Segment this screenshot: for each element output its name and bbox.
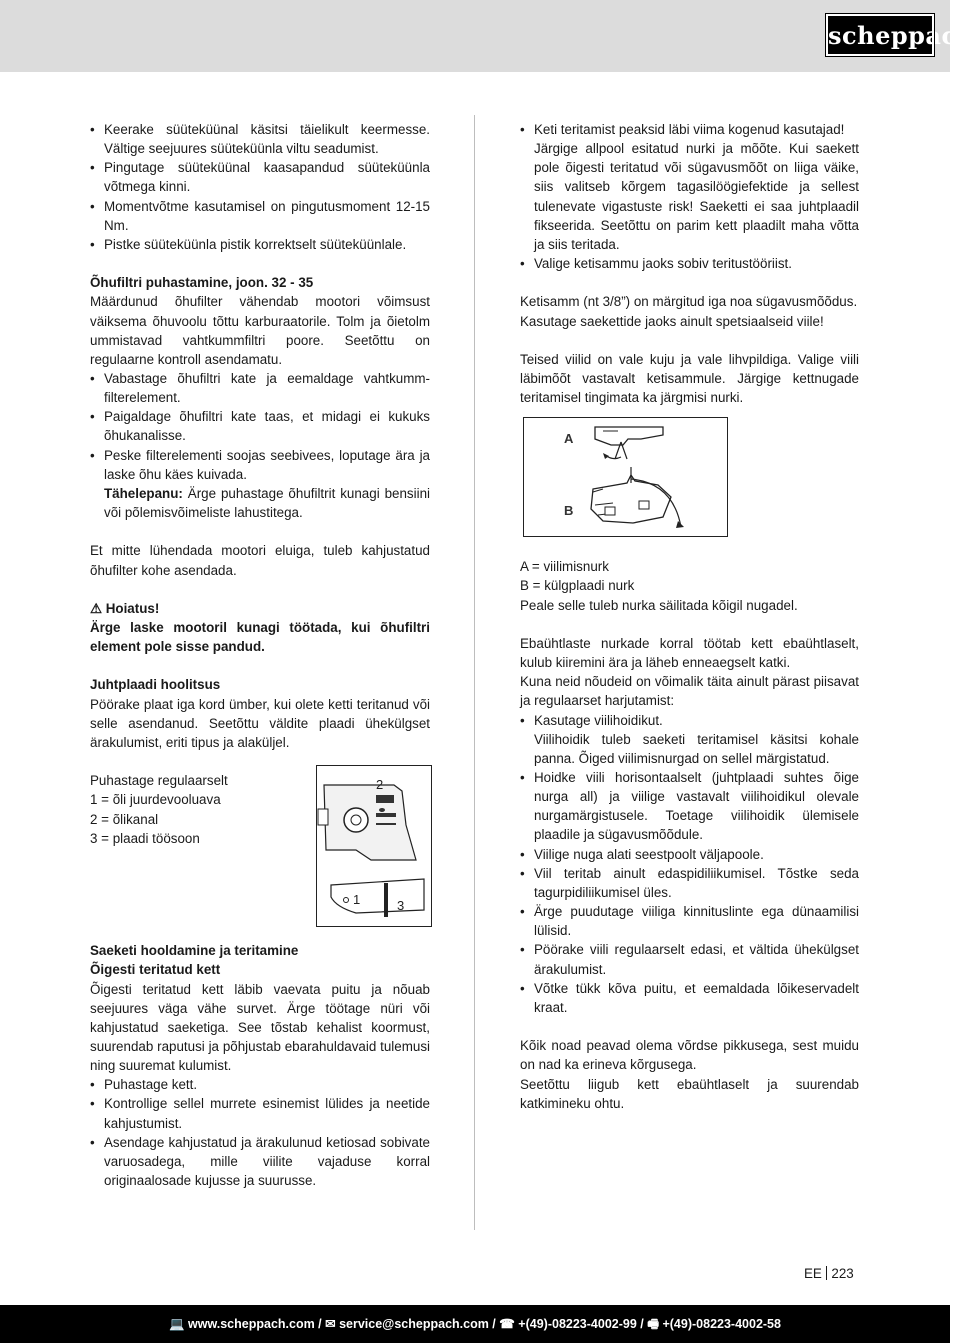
- guide-bar-figure-block: [90, 771, 430, 941]
- section-heading-air-filter: Õhufiltri puhastamine, joon. 32 - 35: [90, 275, 314, 291]
- paragraph: Pöörake plaat iga kord ümber, kui olete ketti teritanud või selle asendanud. Seetõttu väldite plaadi ühekülgset ärakulumist, eriti tipus ja alaküljel.: [90, 696, 430, 750]
- list-item: • Valige ketisammu jaoks sobiv teritustööriist.: [520, 254, 859, 273]
- paragraph: Ketisamm (nt 3/8”) on märgitud iga noa sügavusmõõdus.: [520, 294, 858, 310]
- list-item: • Paigaldage õhufiltri kate taas, et midagi ei kukuks õhukanalisse.: [90, 407, 430, 445]
- paragraph: Kõik noad peavad olema võrdse pikkusega, sest muidu on nad ka erineva kõrgusega.: [520, 1038, 859, 1073]
- legend-b: B = külgplaadi nurk: [520, 578, 635, 594]
- list-item: • Kontrollige sellel murrete esinemist lülides ja neetide kahjustumist.: [90, 1094, 430, 1132]
- page-number-value: 223: [831, 1266, 854, 1281]
- list-item: • Vabastage õhufiltri kate ja eemaldage vahtkumm-filterelement.: [90, 369, 430, 407]
- legend-item-3: 3 = plaadi töösoon: [90, 830, 200, 846]
- legend-item-1: 1 = õli juurdevooluava: [90, 792, 221, 808]
- figure-label-b: B: [564, 503, 574, 519]
- list-item: • Võtke tükk kõva puitu, et eemaldada lõikeservadelt kraat.: [520, 979, 859, 1017]
- column-divider: [474, 115, 475, 1230]
- legend-c: Peale selle tuleb nurka säilitada kõigil nugadel.: [520, 597, 798, 613]
- footer-contact-bar: 💻 www.scheppach.com / ✉ service@scheppach.com / ☎ +(49)-08223-4002-99 / 🖷 +(49)-08223-4002-58: [0, 1305, 950, 1343]
- paragraph: Kuna neid nõudeid on võimalik täita ainult pärast piisavat ja regulaarset harjutamist:: [520, 674, 859, 709]
- paragraph: Õigesti teritatud kett läbib vaevata puitu ja nõuab seejuures väga vähe survet. Ärge töötage nüri või kahjustatud saeketiga. See tõstab kehalist koormust, suurendab raputusi ja põhjustab ebarahuldavaid tulemusi ning suuremat kulumist.: [90, 981, 430, 1074]
- figure-label-a: A: [564, 431, 574, 447]
- paragraph: Määrdunud õhufilter vähendab mootori võimsust väiksema õhuvoolu tõttu karburaatorile. Tolm ja õietolm ummistavad vahtkummfiltri poore. Seetõttu on regulaarne kontroll asendamatu.: [90, 294, 430, 367]
- section-heading-chain: Saeketi hooldamine ja teritamine: [90, 943, 299, 959]
- right-column: [520, 120, 859, 1113]
- section-heading-guide-bar: Juhtplaadi hoolitsus: [90, 677, 221, 693]
- chain-angle-illustration: [523, 417, 728, 537]
- paragraph: Seetõttu liigub kett ebaühtlaselt ja suurendab katkimineku ohtu.: [520, 1076, 859, 1111]
- note: [90, 484, 430, 522]
- guide-bar-illustration: [316, 765, 432, 927]
- figure-label-2: 2: [376, 777, 384, 793]
- note-label: Tähelepanu:: [104, 485, 183, 501]
- list-item: • Keerake süüteküünal käsitsi täielikult keermesse. Vältige seejuures süüteküünla viltu seadumist.: [90, 120, 430, 158]
- paragraph: Ebaühtlaste nurkade korral töötab kett ebaühtlaselt, kulub kiiremini ära ja läheb enneaegselt katki.: [520, 635, 859, 671]
- list-item: • Peske filterelementi soojas seebivees, loputage ära ja laske õhu käes kuivada.: [90, 446, 430, 484]
- page-number: [804, 1266, 854, 1281]
- list-item: • Asendage kahjustatud ja ärakulunud ketiosad sobivate varuosadega, mille viilite vajaduse korral originaalosade kujusse ja suurusse.: [90, 1133, 430, 1190]
- section-subheading-chain: Õigesti teritatud kett: [90, 962, 221, 978]
- left-column: [90, 120, 430, 1190]
- note-text: Ärge puhastage õhufiltrit kunagi bensiini või põlemisvõimeliste lahustitega.: [104, 485, 430, 521]
- list-item: • Viil teritab ainult edaspidiliikumisel. Tõstke seda tagurpidiliikumisel üles.: [520, 864, 859, 902]
- paragraph: Teised viilid on vale kuju ja vale lihvpildiga. Valige viili läbimõõt vastavalt ketisammule. Järgige kettnugade teritamisel tingimata ka järgmisi nurki.: [520, 351, 859, 406]
- list-item-continuation: Järgige allpool esitatud nurki ja mõõte. Kui saekett pole õigesti teritatud või sügavusmõõt on liiga väike, siis valitseb kõrgem tagasilöögiefektide ja sellest tulenevate vigastuste risk! Saeketti ei saa juhtplaadil fikseerida. Seetõttu on parim kett plaadilt maha võtta ja siis teritada.: [534, 141, 859, 252]
- legend-item-2: 2 = õlikanal: [90, 811, 159, 827]
- list-item: • Keti teritamist peaksid läbi viima kogenud kasutajad!: [520, 120, 859, 139]
- paragraph: Et mitte lühendada mootori eluiga, tuleb kahjustatud õhufilter kohe asendada.: [90, 543, 430, 578]
- list-item: • Pöörake viili regulaarselt edasi, et vältida ühekülgset ärakulumist.: [520, 940, 859, 978]
- paragraph: Kasutage saekettide jaoks ainult spetsiaalseid viile!: [520, 313, 824, 329]
- list-item: • Puhastage kett.: [90, 1075, 430, 1094]
- page-language: EE: [804, 1266, 822, 1281]
- figure-label-3: 3: [397, 898, 405, 914]
- list-item: • Kasutage viilihoidikut.: [520, 711, 859, 730]
- list-item: • Pingutage süüteküünal kaasapandud süüteküünla võtmega kinni.: [90, 158, 430, 196]
- list-item: • Momentvõtme kasutamisel on pingutusmoment 12-15 Nm.: [90, 197, 430, 235]
- list-item-continuation: Viilihoidik tuleb saeketi teritamisel käsitsi kohale panna. Õiged viilimisnurgad on sellel märgistatud.: [534, 731, 859, 766]
- list-item: • Viilige nuga alati seestpoolt väljapoole.: [520, 845, 859, 864]
- figure-label-1: 1: [353, 892, 361, 908]
- page-header-band: [0, 0, 950, 72]
- list-item: • Ärge puudutage viiliga kinnituslinte ega dünaamilisi lülisid.: [520, 902, 859, 940]
- warning-title: ⚠ Hoiatus!: [90, 600, 160, 616]
- legend-a: A = viilimisnurk: [520, 559, 609, 575]
- clean-title: Puhastage regulaarselt: [90, 773, 228, 789]
- warning-text: Ärge laske mootoril kunagi töötada, kui õhufiltri element pole sisse pandud.: [90, 620, 430, 655]
- brand-logo: scheppach: [826, 14, 934, 56]
- list-item: • Pistke süüteküünla pistik korrektselt süüteküünlale.: [90, 235, 430, 254]
- list-item: • Hoidke viili horisontaalselt (juhtplaadi suhtes õige nurga all) ja viilige vastavalt viilihoidikul olevale nurgamärgistusele. Toetage viilihoidik ülemisele plaadile ja sügavusmõõdule.: [520, 768, 859, 845]
